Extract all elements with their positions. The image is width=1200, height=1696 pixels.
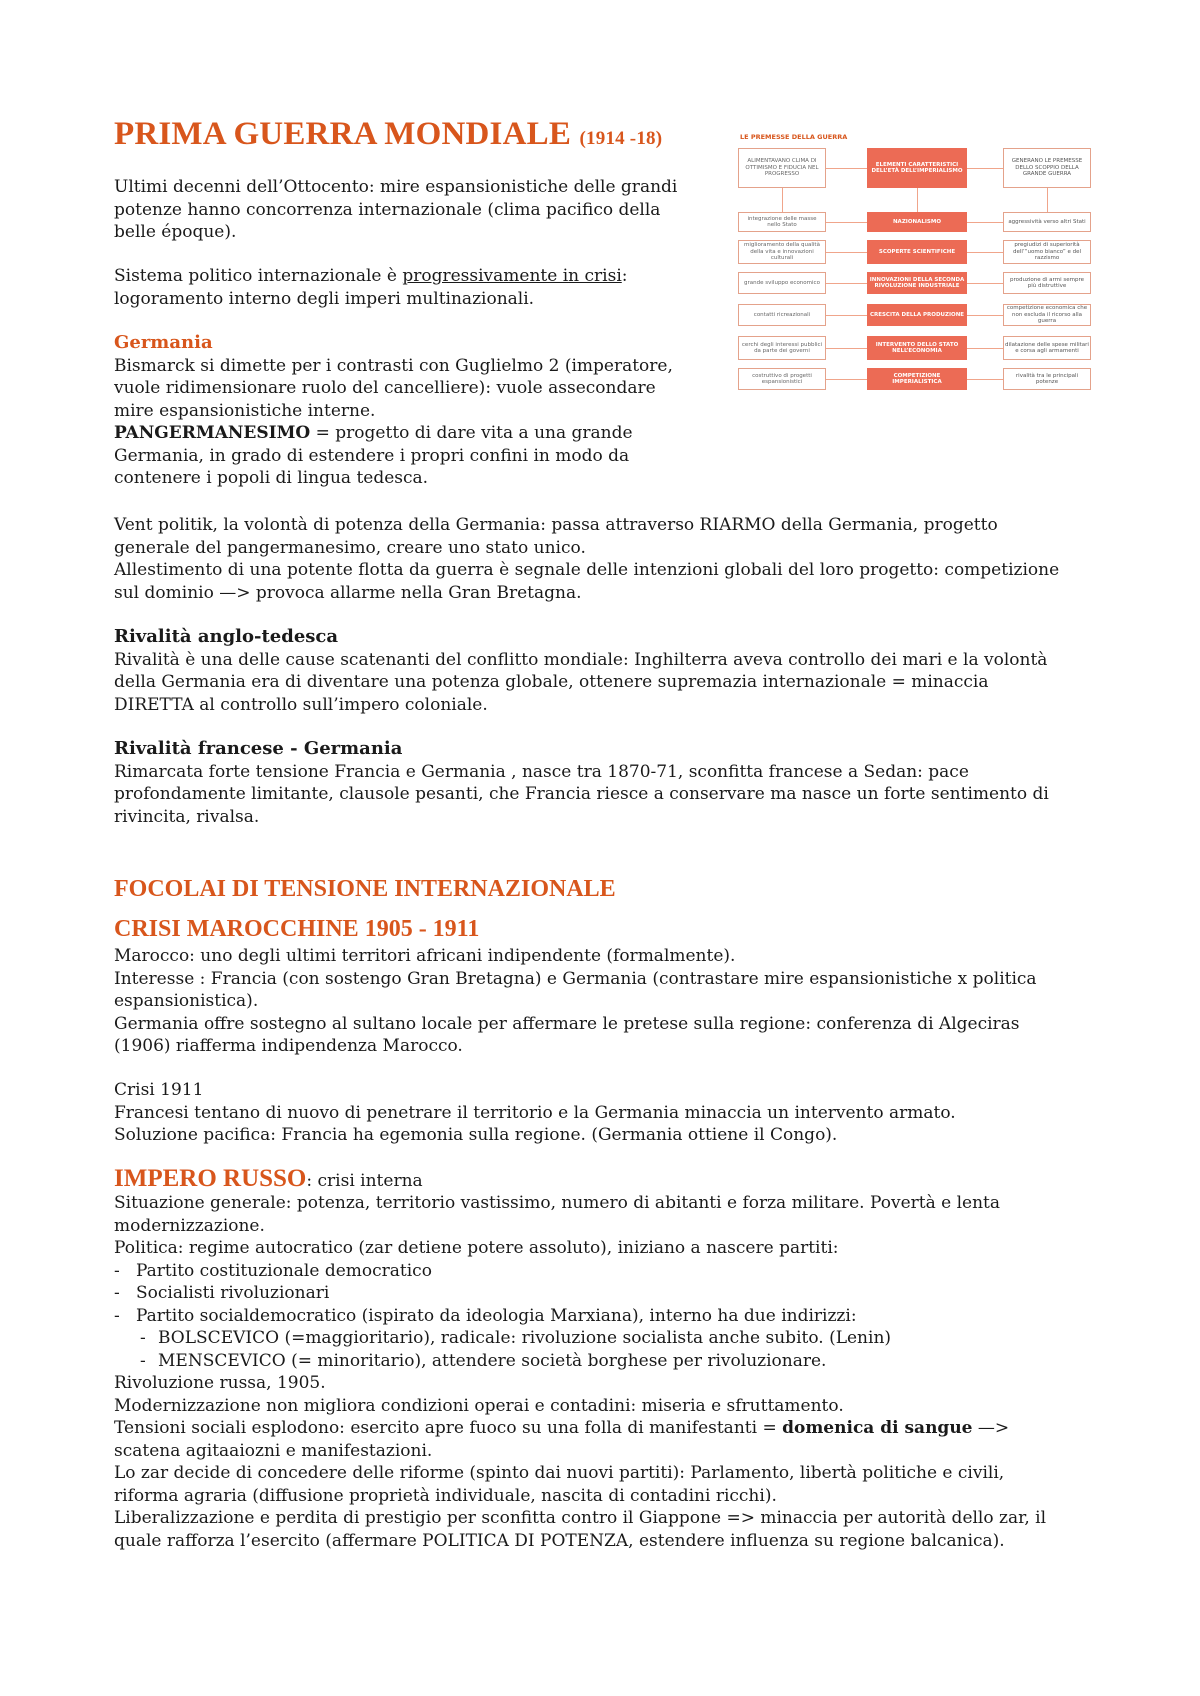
anglo-tedesca-section [114, 626, 1047, 716]
diagram-connector [826, 379, 867, 380]
text-line: profondamente limitante, clausole pesanti, che Francia riesce a conservare ma nasce un forte sentimento di [114, 784, 1049, 804]
diagram-connector [826, 168, 867, 169]
diagram-left-box: integrazione delle masse nello Stato [738, 212, 826, 232]
intro-paragraph-1 [114, 176, 677, 244]
francese-section [114, 738, 1049, 828]
francese-heading: Rivalità francese - Germania [114, 738, 403, 759]
domenica-di-sangue: domenica di sangue [782, 1418, 973, 1438]
text-line: DIRETTA al controllo sull’impero coloniale. [114, 694, 488, 715]
diagram-vertical-connector [1047, 188, 1048, 212]
text-line: riforma agraria (diffusione proprietà individuale, nascita di contadini ricchi). [114, 1485, 777, 1506]
crisi-1911-paragraph [114, 1079, 956, 1147]
russo-heading-rest: : crisi interna [306, 1171, 423, 1191]
text-line: (1906) riafferma indipendenza Marocco. [114, 1036, 463, 1056]
diagram-left-box: cerchi degli interessi pubblici da parte dei governi [738, 336, 826, 360]
diagram-connector [967, 283, 1003, 284]
diagram-right-box: competizione economica che non escluda il ricorso alla guerra [1003, 304, 1091, 326]
diagram-left-box: costruttivo di progetti espansionistici [738, 368, 826, 390]
text-line: Rimarcata forte tensione Francia e Germania , nasce tra 1870-71, sconfitta francese a Sedan: pace [114, 761, 969, 782]
text-line: Soluzione pacifica: Francia ha egemonia sulla regione. (Germania ottiene il Congo). [114, 1125, 838, 1145]
text-line: Bismarck si dimette per i contrasti con Guglielmo 2 (imperatore, [114, 355, 673, 376]
text-line: Germania offre sostegno al sultano locale per affermare le pretese sulla regione: conferenza di Algeciras [114, 1013, 1020, 1034]
text-line: Interesse : Francia (con sostengo Gran Bretagna) e Germania (contrastare mire espansionistiche x politica [114, 968, 1037, 989]
text-span: : [621, 266, 628, 286]
diagram-right-box: produzione di armi sempre più distruttive [1003, 272, 1091, 294]
diagram-vertical-connector [917, 188, 918, 212]
anglo-tedesca-heading: Rivalità anglo-tedesca [114, 626, 339, 647]
text-line: mire espansionistiche interne. [114, 400, 376, 421]
germania-section [114, 332, 673, 490]
text-span: Tensioni sociali esplodono: esercito apre fuoco su una folla di manifestanti = [114, 1418, 783, 1438]
sub-list-item: - BOLSCEVICO (=maggioritario), radicale: rivoluzione socialista anche subito. (Lenin) [114, 1327, 1046, 1350]
text-line: Vent politik, la volontà di potenza della Germania: passa attraverso RIARMO della Germania, progetto [114, 515, 998, 535]
diagram-middle-box: CRESCITA DELLA PRODUZIONE [867, 304, 967, 326]
text-line [114, 1417, 1046, 1440]
diagram-connector [826, 283, 867, 284]
russo-heading-main: IMPERO RUSSO [114, 1165, 307, 1192]
diagram-connector [967, 348, 1003, 349]
text-line: Francesi tentano di nuovo di penetrare il territorio e la Germania minaccia un intervento armato. [114, 1102, 956, 1123]
text-line: vuole ridimensionare ruolo del cancelliere): vuole assecondare [114, 378, 656, 398]
text-line: potenze hanno concorrenza internazionale (clima pacifico della [114, 199, 661, 220]
text-line: quale rafforza l’esercito (affermare POLITICA DI POTENZA, estendere influenza su regione balcanica). [114, 1530, 1005, 1551]
text-line: Germania, in grado di estendere i propri confini in modo da [114, 445, 630, 466]
page-title [114, 116, 662, 153]
marocco-heading: CRISI MAROCCHINE 1905 - 1911 [114, 916, 480, 942]
focolai-heading: FOCOLAI DI TENSIONE INTERNAZIONALE [114, 876, 616, 902]
diagram-middle-box: INTERVENTO DELLO STATO NELL’ECONOMIA [867, 336, 967, 360]
diagram-connector [967, 222, 1003, 223]
diagram-middle-box: COMPETIZIONE IMPERIALISTICA [867, 368, 967, 390]
text-line: Marocco: uno degli ultimi territori africani indipendente (formalmente). [114, 946, 736, 966]
premesse-guerra-diagram [736, 130, 1096, 426]
text-line [114, 422, 673, 445]
diagram-connector [826, 315, 867, 316]
text-span: —> [972, 1418, 1010, 1438]
list-item: - Partito socialdemocratico (ispirato da ideologia Marxiana), interno ha due indirizzi: [114, 1305, 1046, 1328]
text-line: Politica: regime autocratico (zar detiene potere assoluto), iniziano a nascere partiti: [114, 1238, 839, 1258]
text-line: modernizzazione. [114, 1215, 265, 1236]
diagram-vertical-connector [782, 188, 783, 212]
text-line: della Germania era di diventare una potenza globale, ottenere supremazia internazionale = minaccia [114, 672, 989, 692]
text-line: scatena agitaaiozni e manifestazioni. [114, 1440, 433, 1461]
text-span: = progetto di dare vita a una grande [310, 423, 633, 443]
diagram-left-box: miglioramento della qualità della vita e innovazioni culturali [738, 240, 826, 264]
text-line: Rivalità è una delle cause scatenanti del conflitto mondiale: Inghilterra aveva controllo dei mari e la volontà [114, 649, 1048, 670]
text-line: Modernizzazione non migliora condizioni operai e contadini: miseria e sfruttamento. [114, 1395, 844, 1416]
list-item: - Socialisti rivoluzionari [114, 1282, 1046, 1305]
diagram-right-box: rivalità tra le principali potenze [1003, 368, 1091, 390]
diagram-middle-box: NAZIONALISMO [867, 212, 967, 232]
text-line: generale del pangermanesimo, creare uno stato unico. [114, 537, 586, 558]
text-line: Rivoluzione russa, 1905. [114, 1373, 326, 1393]
diagram-right-box: pregiudizi di superiorità dell’“uomo bianco” e del razzismo [1003, 240, 1091, 264]
diagram-left-box: grande sviluppo economico [738, 272, 826, 294]
pangermanesimo-term: PANGERMANESIMO [114, 423, 311, 443]
russo-paragraph [114, 1192, 1046, 1552]
list-item: - Partito costituzionale democratico [114, 1260, 1046, 1283]
germania-heading: Germania [114, 332, 213, 353]
text-line: Ultimi decenni dell’Ottocento: mire espansionistiche delle grandi [114, 177, 678, 197]
intro-paragraph-2 [114, 265, 628, 310]
title-main: PRIMA GUERRA MONDIALE [114, 116, 572, 152]
diagram-connector [967, 252, 1003, 253]
text-line: Lo zar decide di concedere delle riforme (spinto dai nuovi partiti): Parlamento, libertà politiche e civili, [114, 1463, 1005, 1483]
marocco-paragraph [114, 945, 1037, 1058]
text-line [114, 265, 628, 288]
diagram-connector [826, 348, 867, 349]
underlined-text: progressivamente in crisi [402, 266, 622, 286]
text-line: logoramento interno degli imperi multinazionali. [114, 288, 535, 309]
diagram-left-box: ALIMENTAVANO CLIMA DI OTTIMISMO E FIDUCIA NEL PROGRESSO [738, 148, 826, 188]
diagram-middle-box: SCOPERTE SCIENTIFICHE [867, 240, 967, 264]
sub-list-item: - MENSCEVICO (= minoritario), attendere società borghese per rivoluzionare. [114, 1350, 1046, 1373]
vent-politik-paragraph [114, 514, 1059, 604]
text-line: Liberalizzazione e perdita di prestigio per sconfitta contro il Giappone => minaccia per autorità dello zar, il [114, 1508, 1047, 1528]
text-line: Crisi 1911 [114, 1080, 204, 1100]
diagram-connector [967, 315, 1003, 316]
text-line: contenere i popoli di lingua tedesca. [114, 468, 429, 488]
text-line: Situazione generale: potenza, territorio vastissimo, numero di abitanti e forza militare. Povertà e lenta [114, 1193, 1001, 1213]
diagram-left-box: contatti ricreazionali [738, 304, 826, 326]
diagram-right-box: aggressività verso altri Stati [1003, 212, 1091, 232]
diagram-title: LE PREMESSE DELLA GUERRA [740, 133, 848, 141]
diagram-middle-box: ELEMENTI CARATTERISTICI DELL’ETÀ DELL’IMPERIALISMO [867, 148, 967, 188]
russo-heading [114, 1165, 423, 1193]
diagram-connector [967, 168, 1003, 169]
diagram-right-box: GENERANO LE PREMESSE DELLO SCOPPIO DELLA GRANDE GUERRA [1003, 148, 1091, 188]
diagram-connector [826, 252, 867, 253]
text-line: rivincita, rivalsa. [114, 806, 260, 827]
text-line: Allestimento di una potente flotta da guerra è segnale delle intenzioni globali del loro progetto: competizione [114, 560, 1060, 580]
text-line: sul dominio —> provoca allarme nella Gran Bretagna. [114, 582, 582, 603]
diagram-right-box: dilatazione delle spese militari e corsa agli armamenti [1003, 336, 1091, 360]
text-line: espansionistica). [114, 991, 259, 1011]
title-years: (1914 -18) [579, 128, 663, 149]
text-span: Sistema politico internazionale è [114, 266, 403, 286]
text-line: belle époque). [114, 222, 237, 242]
diagram-connector [967, 379, 1003, 380]
diagram-connector [826, 222, 867, 223]
diagram-middle-box: INNOVAZIONI DELLA SECONDA RIVOLUZIONE INDUSTRIALE [867, 272, 967, 294]
